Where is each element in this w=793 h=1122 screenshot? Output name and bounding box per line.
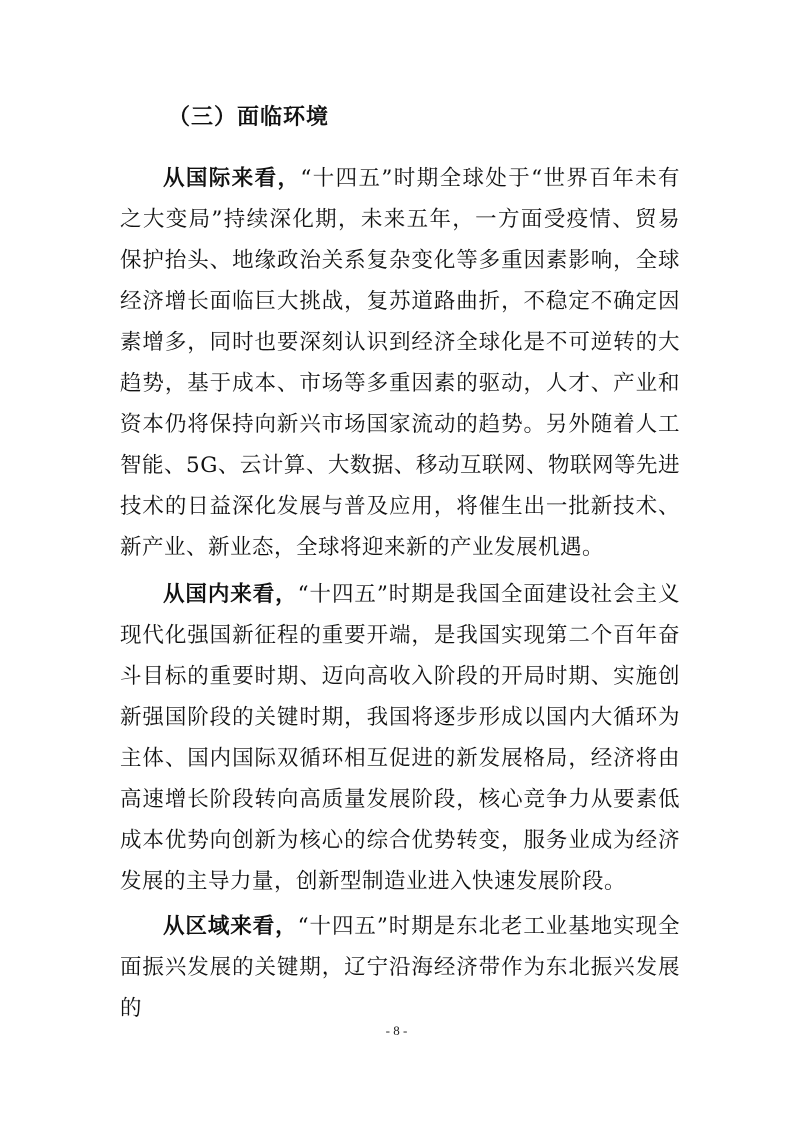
- paragraph-regional: [120, 906, 680, 1029]
- paragraph-text: “十四五”时期全球处于“世界百年未有之大变局”持续深化期，未来五年，一方面受疫情、贸易保护抬头、地缘政治关系复杂变化等多重因素影响，全球经济增长面临巨大挑战，复苏道路曲折，不稳定不确定因素增多，同时也要深刻认识到经济全球化是不可逆转的大趋势，基于成本、市场等多重因素的驱动，人才、产业和资本仍将保持向新兴市场国家流动的趋势。另外随着人工智能、5G、云计算、大数据、移动互联网、物联网等先进技术的日益深化发展与普及应用，将催生出一批新技术、新产业、新业态，全球将迎来新的产业发展机遇。: [120, 166, 680, 560]
- paragraph-international: [120, 158, 680, 568]
- page-number: - 8 -: [385, 1023, 408, 1038]
- paragraph-lead: 从国内来看，: [163, 582, 298, 607]
- paragraph-text: “十四五”时期是我国全面建设社会主义现代化强国新征程的重要开端，是我国实现第二个百年奋斗目标的重要时期、迈向高收入阶段的开局时期、实施创新强国阶段的关键时期，我国将逐步形成以国内大循环为主体、国内国际双循环相互促进的新发展格局，经济将由高速增长阶段转向高质量发展阶段，核心竞争力从要素低成本优势向创新为核心的综合优势转变，服务业成为经济发展的主导力量，创新型制造业进入快速发展阶段。: [120, 582, 680, 894]
- paragraph-lead: 从区域来看，: [163, 914, 298, 939]
- paragraph-text: “十四五”时期是东北老工业基地实现全面振兴发展的关键期，辽宁沿海经济带作为东北振兴发展的: [120, 914, 680, 1021]
- section-heading: （三）面临环境: [168, 105, 330, 130]
- paragraph-lead: 从国际来看，: [163, 166, 301, 191]
- paragraph-domestic: [120, 574, 680, 902]
